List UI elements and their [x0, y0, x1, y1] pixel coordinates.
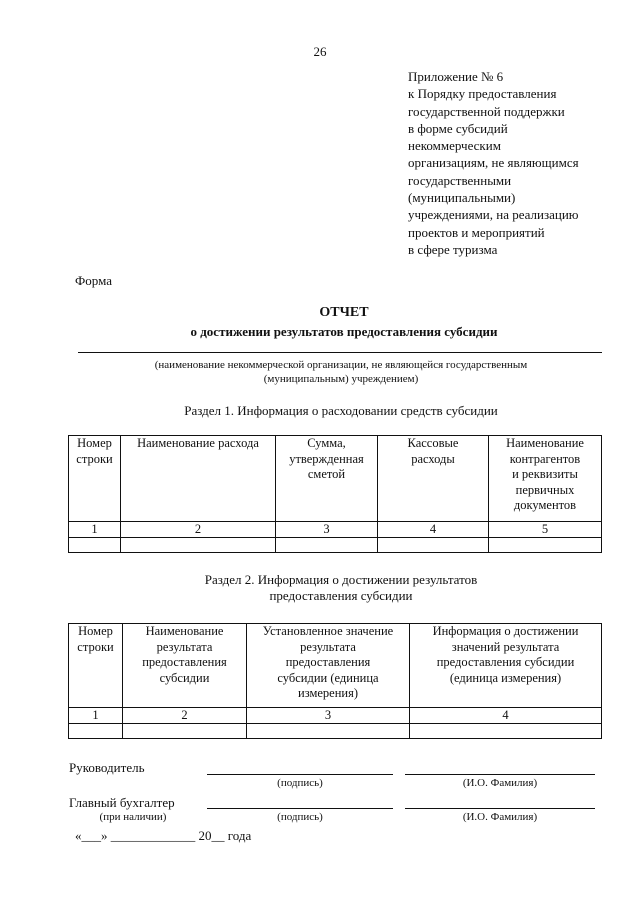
name-hint: (И.О. Фамилия)	[462, 811, 538, 823]
accountant-name-line[interactable]	[405, 808, 595, 809]
table-cell[interactable]	[69, 538, 121, 553]
results-table	[68, 623, 602, 739]
organization-hint	[0, 358, 640, 386]
appendix-line: Приложение № 6	[408, 69, 504, 84]
table-cell[interactable]	[276, 538, 378, 553]
column-number: 3	[276, 522, 378, 538]
section1-title: Раздел 1. Информация о расходовании средств субсидии	[184, 403, 498, 418]
appendix-note	[408, 68, 579, 258]
header-row-number: Номер строки	[69, 624, 123, 708]
column-number: 4	[378, 522, 489, 538]
appendix-line: (муниципальными)	[408, 190, 516, 206]
if-any-note: (при наличии)	[99, 811, 167, 823]
table-cell[interactable]	[121, 538, 276, 553]
column-number: 4	[410, 708, 602, 724]
organization-hint-line: (наименование некоммерческой организации, не являющейся государственным	[154, 359, 528, 371]
appendix-line: государственной поддержки	[408, 103, 565, 119]
accountant-signature-line[interactable]	[207, 808, 393, 809]
head-signature-line[interactable]	[207, 774, 393, 775]
expenses-table	[68, 435, 602, 553]
date-line[interactable]: «___» _____________ 20__ года	[75, 828, 252, 843]
header-target-value: Установленное значение результата предоставления субсидии (единица измерения)	[247, 624, 410, 708]
appendix-line: учреждениями, на реализацию	[408, 207, 579, 223]
document-subtitle: о достижении результатов предоставления субсидии	[190, 324, 498, 339]
appendix-line: организациям, не являющимся	[408, 155, 579, 171]
column-number: 1	[69, 708, 123, 724]
table-cell[interactable]	[489, 538, 602, 553]
column-number: 2	[121, 522, 276, 538]
section2-title-line: предоставления субсидии	[269, 588, 413, 603]
appendix-line: проектов и мероприятий	[408, 224, 545, 240]
header-cash-expenses: Кассовые расходы	[378, 436, 489, 522]
section2-title	[0, 572, 640, 604]
appendix-line: государственными	[408, 172, 512, 188]
header-achievement-info: Информация о достижении значений результата предоставления субсидии (единица измерения)	[410, 624, 602, 708]
table-cell[interactable]	[378, 538, 489, 553]
header-expense-name: Наименование расхода	[121, 436, 276, 522]
header-row-number: Номер строки	[69, 436, 121, 522]
table-header-row	[69, 436, 602, 522]
header-approved-amount: Сумма, утвержденная сметой	[276, 436, 378, 522]
column-number: 3	[247, 708, 410, 724]
table-cell[interactable]	[69, 724, 123, 739]
column-number: 2	[123, 708, 247, 724]
table-header-row	[69, 624, 602, 708]
column-number-row	[69, 522, 602, 538]
column-number: 1	[69, 522, 121, 538]
appendix-line: в сфере туризма	[408, 241, 498, 257]
appendix-line: некоммерческим	[408, 138, 501, 154]
signature-hint: (подпись)	[277, 811, 323, 823]
head-label: Руководитель	[69, 760, 145, 775]
section2-title-line: Раздел 2. Информация о достижении результатов	[204, 572, 478, 587]
header-result-name: Наименование результата предоставления субсидии	[123, 624, 247, 708]
organization-hint-line: (муниципальным) учреждением)	[263, 373, 419, 385]
table-cell[interactable]	[410, 724, 602, 739]
table-row	[69, 724, 602, 739]
table-row	[69, 538, 602, 553]
signature-hint: (подпись)	[277, 777, 323, 789]
name-hint: (И.О. Фамилия)	[462, 777, 538, 789]
head-name-line[interactable]	[405, 774, 595, 775]
table-cell[interactable]	[247, 724, 410, 739]
page-number: 26	[313, 44, 327, 59]
organization-name-field[interactable]	[78, 352, 602, 353]
column-number-row	[69, 708, 602, 724]
appendix-line: к Порядку предоставления	[408, 86, 557, 102]
column-number: 5	[489, 522, 602, 538]
appendix-line: в форме субсидий	[408, 120, 508, 136]
accountant-label: Главный бухгалтер	[69, 795, 175, 810]
document-title: ОТЧЕТ	[319, 305, 369, 320]
table-cell[interactable]	[123, 724, 247, 739]
form-label: Форма	[75, 273, 112, 288]
header-counterparties: Наименование контрагентов и реквизиты первичных документов	[489, 436, 602, 522]
